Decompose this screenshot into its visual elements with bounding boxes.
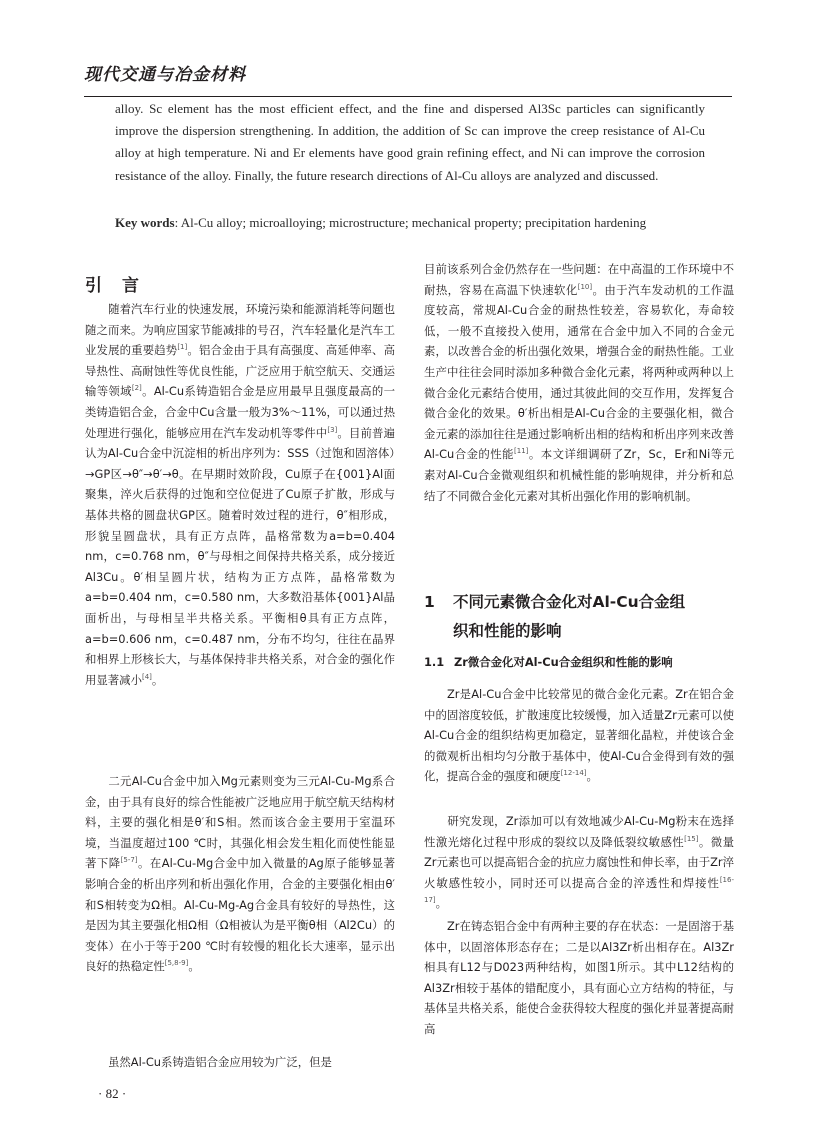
intro-paragraph-3: 虽然Al-Cu系铸造铝合金应用较为广泛，但是 xyxy=(108,1055,332,1069)
abstract-tail: alloy. Sc element has the most efficient effect, and the fine and dispersed Al3Sc particles can significantly improve the dispersion strengthening. In addition, the addition of Sc can improve the creep resistance of Al-Cu alloy at high temperature. Ni and Er elements have good grain refining effect, and Ni can improve the corrosion resistance of the alloy. Finally, the future research directions of Al-Cu alloys are analyzed and discussed. xyxy=(115,101,705,183)
intro-paragraph-4: 目前该系列合金仍然存在一些问题：在中高温的工作环境中不耐热，容易在高温下快速软化[10]。由于汽车发动机的工作温度较高，常规Al-Cu合金的耐热性较差，容易软化，寿命较低，一般不直接投入使用，通常在合金中加入不同的合金元素，以改善合金的析出强化效果，增强合金的耐热性能。工业生产中往往会同时添加多种微合金化元素，将两种或两种以上微合金化元素结合使用，通过其彼此间的交互作用，发挥复合微合金化的效果。θ′析出相是Al-Cu合金的主要强化相，微合金元素的添加往往是通过影响析出相的结构和析出序列来改善Al-Cu合金的性能[11]。本文详细调研了Zr，Sc，Er和Ni等元素对Al-Cu合金微观组织和机械性能的影响规律，并分析和总结了不同微合金化元素对其析出强化作用的影响机制。 xyxy=(424,262,734,503)
keywords-text: : Al-Cu alloy; microalloying; microstructure; mechanical property; precipitation hardening xyxy=(174,215,647,230)
section-1-paragraph-3: Zr在铸态铝合金中有两种主要的存在状态：一是固溶于基体中，以固溶体形态存在；二是以Al3Zr析出相存在。Al3Zr相具有L12与D023两种结构，如图1所示。其中L12结构的Al3Zr相较于基体的错配度小，具有面心立方结构的特征，与基体呈共格关系，能使合金获得较大程度的强化并显著提高耐高 xyxy=(424,919,734,1036)
intro-paragraph-1: 随着汽车行业的快速发展，环境污染和能源消耗等问题也随之而来。为响应国家节能减排的号召，汽车轻量化是汽车工业发展的重要趋势[1]。铝合金由于具有高强度、高延伸率、高导热性、高耐蚀性等优良性能，广泛应用于航空航天、交通运输等领域[2]。Al-Cu系铸造铝合金是应用最早且强度最高的一类铸造铝合金，合金中Cu含量一般为3%～11%，可以通过热处理进行强化，能够应用在汽车发动机等零件中[3]。目前普遍认为Al-Cu合金中沉淀相的析出序列为：SSS（过饱和固溶体）→GP区→θ″→θ′→θ。在早期时效阶段，Cu原子在{001}Al面聚集，淬火后获得的过饱和空位促进了Cu原子扩散，形成与基体共格的圆盘状GP区。随着时效过程的进行，θ″相形成，形貌呈圆盘状，具有正方点阵，晶格常数为a=b=0.404 nm，c=0.768 nm，θ″与母相之间保持共格关系，成分接近Al3Cu。θ′相呈圆片状，结构为正方点阵，晶格常数为a=b=0.404 nm，c=0.580 nm，大多数沿基体{001}Al晶面析出，与母相呈半共格关系。平衡相θ具有正方点阵，a=b=0.606 nm，c=0.487 nm，分布不均匀，往往在晶界和相界上形核长大，与基体保持非共格关系，对合金的强化作用显著减小[4]。 xyxy=(85,302,395,687)
keywords-label: Key words xyxy=(115,215,175,230)
header-rule xyxy=(84,96,732,97)
section-1-1-heading: 1.1 Zr微合金化对Al-Cu合金组织和性能的影响 xyxy=(424,655,673,669)
page-number: · 82 · xyxy=(98,1086,127,1101)
intro-paragraph-2: 二元Al-Cu合金中加入Mg元素则变为三元Al-Cu-Mg系合金，由于具有良好的综合性能被广泛地应用于航空航天结构材料，主要的强化相是θ′和S相。然而该合金主要用于室温环境，当温度超过100 ℃时，其强化相会发生粗化而使性能显著下降[5-7]。在Al-Cu-Mg合金中加入微量的Ag原子能够显著影响合金的析出序列和析出强化作用，合金的主要强化相由θ′和S相转变为Ω相。Al-Cu-Mg-Ag合金具有较好的导热性，这是因为其主要强化相Ω相（Ω相被认为是平衡θ相（Al2Cu）的变体）在小于等于200 ℃时有较慢的粗化长大速率，显示出良好的热稳定性[5,8-9]。 xyxy=(85,774,395,974)
section-1-heading: 1 不同元素微合金化对Al-Cu合金组 织和性能的影响 xyxy=(424,593,686,640)
keywords xyxy=(115,212,715,234)
intro-heading: 引言 xyxy=(85,276,159,296)
section-1-paragraph-2: 研究发现，Zr添加可以有效地减少Al-Cu-Mg粉末在选择性激光熔化过程中形成的裂纹以及降低裂纹敏感性[15]。微量Zr元素也可以提高铝合金的抗应力腐蚀性和伸长率，由于Zr淬火敏感性较小，同时还可以提高合金的淬透性和焊接性[16-17]。 xyxy=(424,814,734,911)
journal-logo: 现代交通与冶金材料 xyxy=(84,65,246,85)
section-1-paragraph-1: Zr是Al-Cu合金中比较常见的微合金化元素。Zr在铝合金中的固溶度较低，扩散速度比较缓慢，加入适量Zr元素可以使Al-Cu合金的组织结构更加稳定，显著细化晶粒，并使该合金的微观析出相均匀分散于基体中，使Al-Cu合金得到有效的强化，提高合金的强度和硬度[12-14]。 xyxy=(424,687,734,784)
